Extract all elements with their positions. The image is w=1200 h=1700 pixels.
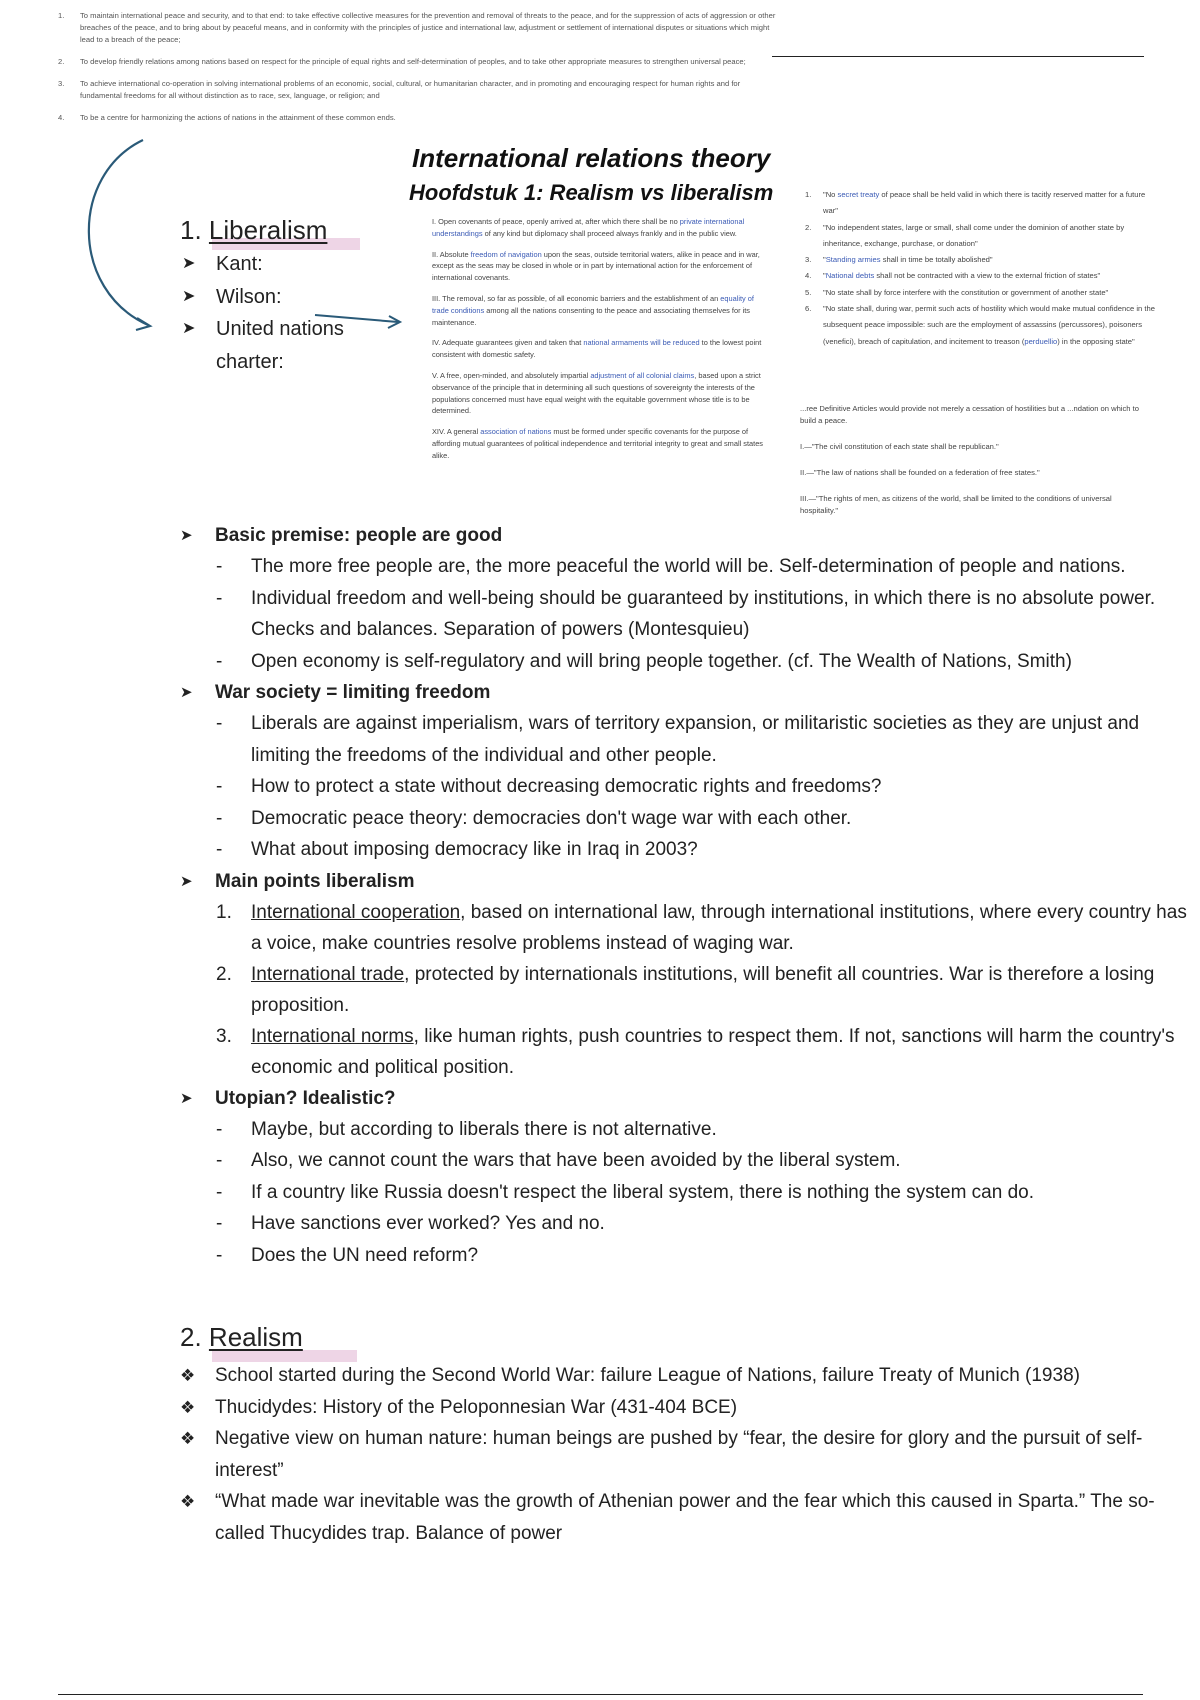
arrowhead-bullet-icon: ➤ <box>180 684 193 701</box>
diamond-bullet-icon: ❖ <box>180 1429 196 1448</box>
list-item: - Also, we cannot count the wars that have been avoided by the liberal system. <box>216 1150 901 1171</box>
kant-articles-excerpt <box>805 187 1155 350</box>
numbered-item: 1. International cooperation, based on international law, through international institutions, where every country has a voice, make countries resolve problems instead of waging war. <box>216 901 1187 954</box>
list-item: - Liberals are against imperialism, wars of territory expansion, or militaristic societies as they are unjust and limiting the freedoms of the individual and other people. <box>216 713 1140 766</box>
thinker-item: charter: <box>216 350 284 373</box>
wilson-point: IV. Adequate guarantees given and taken that national armaments will be reduced to the lowest point consistent with domestic safety. <box>432 338 762 360</box>
list-item: ❖ Negative view on human nature: human beings are pushed by “fear, the desire for glory and the pursuit of self-interest” <box>180 1423 1190 1486</box>
list-item: - If a country like Russia doesn't respect the liberal system, there is nothing the system can do. <box>216 1181 1035 1203</box>
section-heading-liberalism: 1. Liberalism <box>180 215 328 245</box>
definitive-article: I.—"The civil constitution of each state shall be republican." <box>800 442 999 451</box>
page-title: International relations theory <box>412 143 771 173</box>
charter-item: 4. To be a centre for harmonizing the actions of nations in the attainment of these common ends. <box>58 113 396 122</box>
wilson-point: XIV. A general association of nations must be formed under specific covenants for the purpose of affording mutual guarantees of political independence and territorial integrity to great and small states alike. <box>432 427 763 460</box>
page-subtitle: Hoofdstuk 1: Realism vs liberalism <box>409 180 774 205</box>
list-item: ❖ School started during the Second World War: failure League of Nations, failure Treaty of Munich (1938) <box>180 1360 1190 1392</box>
list-item: - Have sanctions ever worked? Yes and no. <box>216 1213 605 1234</box>
thinker-item: ➤ United nations <box>182 313 344 346</box>
arrowhead-bullet-icon: ➤ <box>180 527 193 544</box>
section-bullet: ➤ Main points liberalism <box>180 866 1190 897</box>
list-item: - Individual freedom and well-being should be guaranteed by institutions, in which there is no absolute power. Checks and balances. Separation of powers (Montesquieu) <box>216 587 1156 640</box>
wilson-point: III. The removal, so far as possible, of all economic barriers and the establishment of an equality of trade conditions among all the nations consenting to the peace and associating themselves for its maintenance. <box>432 293 754 327</box>
wilson-point: V. A free, open-minded, and absolutely impartial adjustment of all colonial claims, based upon a strict observance of the principle that in determining all such questions of sovereignty the interests of the populations concerned must have equal weight with the equitable government whose title is to be determined. <box>432 370 761 416</box>
charter-item: 1. To maintain international peace and security, and to that end: to take effective collective measures for the prevention and removal of threats to the peace, and for the suppression of acts of aggression or other breaches of the peace, and to bring about by peaceful means, and in conformity with the principles of justice and international law, adjustment or settlement of international disputes or situations which might lead to a breach of the peace; <box>58 11 776 44</box>
diamond-bullet-icon: ❖ <box>180 1366 196 1385</box>
kant-definitive-articles <box>800 403 1150 531</box>
kant-article: 6. "No state shall, during war, permit such acts of hostility which would make mutual confidence in the subsequent peace impossible: such are the employment of assassins (percussores), poisoners (venefici), breach of capitulation, and incitement to treason (perduellio) in the opposing state" <box>805 304 1155 346</box>
numbered-item: 2. International trade, protected by internationals institutions, will benefit all countries. War is therefore a losing proposition. <box>216 963 1155 1016</box>
section-bullet: ➤ Utopian? Idealistic? <box>180 1083 1190 1114</box>
list-item: - How to protect a state without decreasing democratic rights and freedoms? <box>216 776 882 797</box>
kant-article: 4. "National debts shall not be contracted with a view to the external friction of states" <box>805 271 1101 281</box>
list-item: ❖ “What made war inevitable was the growth of Athenian power and the fear which this caused in Sparta.” The so-called Thucydides trap. Balance of power <box>180 1486 1190 1549</box>
list-item: ❖ Thucidydes: History of the Peloponnesian War (431-404 BCE) <box>180 1392 1190 1424</box>
wilson-point: I. Open covenants of peace, openly arrived at, after which there shall be no private international understandings of any kind but diplomacy shall proceed always frankly and in the public view. <box>432 217 745 238</box>
list-item: - Maybe, but according to liberals there is not alternative. <box>216 1118 717 1140</box>
list-item: - What about imposing democracy like in Iraq in 2003? <box>216 839 698 860</box>
definitive-article: ...ree Definitive Articles would provide not merely a cessation of hostilities but a ...ndation on which to build a peace. <box>800 404 1139 425</box>
liberalism-notes <box>180 520 1190 1271</box>
definitive-article: II.—"The law of nations shall be founded on a federation of free states." <box>800 468 1040 477</box>
realism-notes <box>180 1360 1190 1549</box>
charter-item: 3. To achieve international co-operation in solving international problems of an economic, social, cultural, or humanitarian character, and in promoting and encouraging respect for human rights and for fundamental freedoms for all without distinction as to race, sex, language, or religion; and <box>58 79 741 100</box>
thinker-item: ➤ Wilson: <box>182 281 344 314</box>
thinkers-list <box>182 248 344 378</box>
kant-article: 2. "No independent states, large or small, shall come under the dominion of another state by inheritance, exchange, purchase, or donation" <box>805 222 1125 248</box>
list-item: - The more free people are, the more peaceful the world will be. Self-determination of people and nations. <box>216 556 1126 577</box>
charter-item: 2. To develop friendly relations among nations based on respect for the principle of equal rights and self-determination of peoples, and to take other appropriate measures to strengthen universal peace; <box>58 57 746 66</box>
wilson-points-excerpt <box>432 216 772 471</box>
arrowhead-bullet-icon: ➤ <box>180 1089 193 1107</box>
kant-article: 3. "Standing armies shall in time be totally abolished" <box>805 255 993 265</box>
wilson-point: II. Absolute freedom of navigation upon the seas, outside territorial waters, alike in peace and in war, except as the seas may be closed in whole or in part by international action for the enforcement of international covenants. <box>432 249 760 283</box>
list-item: - Democratic peace theory: democracies don't wage war with each other. <box>216 807 852 829</box>
divider-line <box>58 1694 1143 1695</box>
diamond-bullet-icon: ❖ <box>180 1492 196 1511</box>
list-item: - Does the UN need reform? <box>216 1244 479 1266</box>
arrowhead-bullet-icon: ➤ <box>182 287 196 305</box>
list-item: - Open economy is self-regulatory and will bring people together. (cf. The Wealth of Nations, Smith) <box>216 650 1072 672</box>
arrowhead-bullet-icon: ➤ <box>182 320 196 337</box>
section-bullet: ➤ War society = limiting freedom <box>180 677 1190 708</box>
diamond-bullet-icon: ❖ <box>180 1397 196 1417</box>
definitive-article: III.—"The rights of men, as citizens of the world, shall be limited to the conditions of universal hospitality." <box>800 494 1112 515</box>
arrowhead-bullet-icon: ➤ <box>182 255 196 272</box>
section-heading-realism: 2. Realism <box>180 1322 303 1352</box>
numbered-item: 3. International norms, like human rights, push countries to respect them. If not, sanctions will harm the country's economic and political position. <box>216 1025 1175 1078</box>
thinker-item: ➤ Kant: <box>182 248 344 281</box>
arrowhead-bullet-icon: ➤ <box>180 872 193 890</box>
kant-article: 5. "No state shall by force interfere with the constitution or government of another state" <box>805 287 1109 297</box>
kant-article: 1. "No secret treaty of peace shall be held valid in which there is tacitly reserved matter for a future war" <box>805 190 1146 216</box>
section-bullet: ➤ Basic premise: people are good <box>180 520 1190 551</box>
